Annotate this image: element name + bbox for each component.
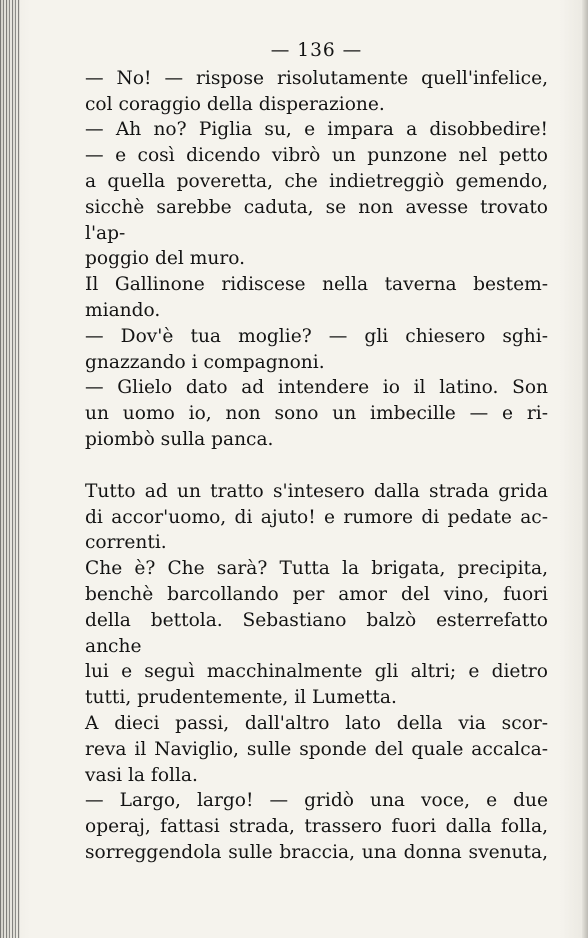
text-line: col coraggio della disperazione.: [85, 93, 385, 115]
paragraph-2: [85, 117, 548, 272]
text-line: Che è? Che sarà? Tutta la brigata, precipita,: [85, 558, 548, 580]
paragraph-4: [85, 324, 548, 376]
paragraph-6: [85, 479, 548, 556]
text-block: [85, 38, 548, 866]
paragraph-5: [85, 375, 548, 452]
text-line: — Dov'è tua moglie? — gli chiesero sghi-: [85, 325, 548, 347]
text-line: gnazzando i compagnoni.: [85, 351, 325, 373]
text-line: operaj, fattasi strada, trassero fuori dalla folla,: [85, 816, 548, 838]
text-line: — e così dicendo vibrò un punzone nel petto: [85, 145, 548, 167]
paragraph-8: [85, 711, 548, 788]
text-line: della bettola. Sebastiano balzò esterrefatto anche: [85, 609, 548, 657]
text-line: piombò sulla panca.: [85, 428, 274, 450]
text-line: Tutto ad un tratto s'intesero dalla strada grida: [85, 480, 548, 502]
text-line: vasi la folla.: [85, 764, 198, 786]
text-line: A dieci passi, dall'altro lato della via scor-: [85, 712, 548, 734]
text-line: sicchè sarebbe caduta, se non avesse trovato l'ap-: [85, 196, 548, 244]
text-line: correnti.: [85, 532, 167, 554]
paragraph-9: [85, 788, 548, 865]
page-number: — 136 —: [270, 40, 363, 61]
page-binding-edge: [0, 0, 20, 938]
text-line: benchè barcollando per amor del vino, fuori: [85, 583, 548, 605]
text-line: — Ah no? Piglia su, e impara a disobbedire!: [85, 119, 548, 141]
text-line: un uomo io, non sono un imbecille — e ri-: [85, 403, 548, 425]
section-gap: [85, 453, 548, 479]
paragraph-3: [85, 272, 548, 324]
text-line: — Glielo dato ad intendere io il latino. Son: [85, 377, 548, 399]
text-line: — Largo, largo! — gridò una voce, e due: [85, 790, 548, 812]
text-line: — No! — rispose risolutamente quell'infelice,: [85, 67, 548, 89]
text-line: a quella poveretta, che indietreggiò gemendo,: [85, 170, 548, 192]
paragraph-7: [85, 556, 548, 711]
text-line: poggio del muro.: [85, 248, 245, 270]
text-line: di accor'uomo, di ajuto! e rumore di pedate ac-: [85, 506, 548, 528]
paragraph-1: [85, 66, 548, 118]
page-right-edge: [582, 0, 588, 938]
text-line: tutti, prudentemente, il Lumetta.: [85, 687, 397, 709]
text-line: sorreggendola sulle braccia, una donna svenuta,: [85, 841, 548, 863]
text-line: reva il Naviglio, sulle sponde del quale accalca-: [85, 738, 548, 760]
text-line: Il Gallinone ridiscese nella taverna bestem-: [85, 274, 548, 296]
text-line: lui e seguì macchinalmente gli altri; e dietro: [85, 661, 548, 683]
text-line: miando.: [85, 299, 161, 321]
